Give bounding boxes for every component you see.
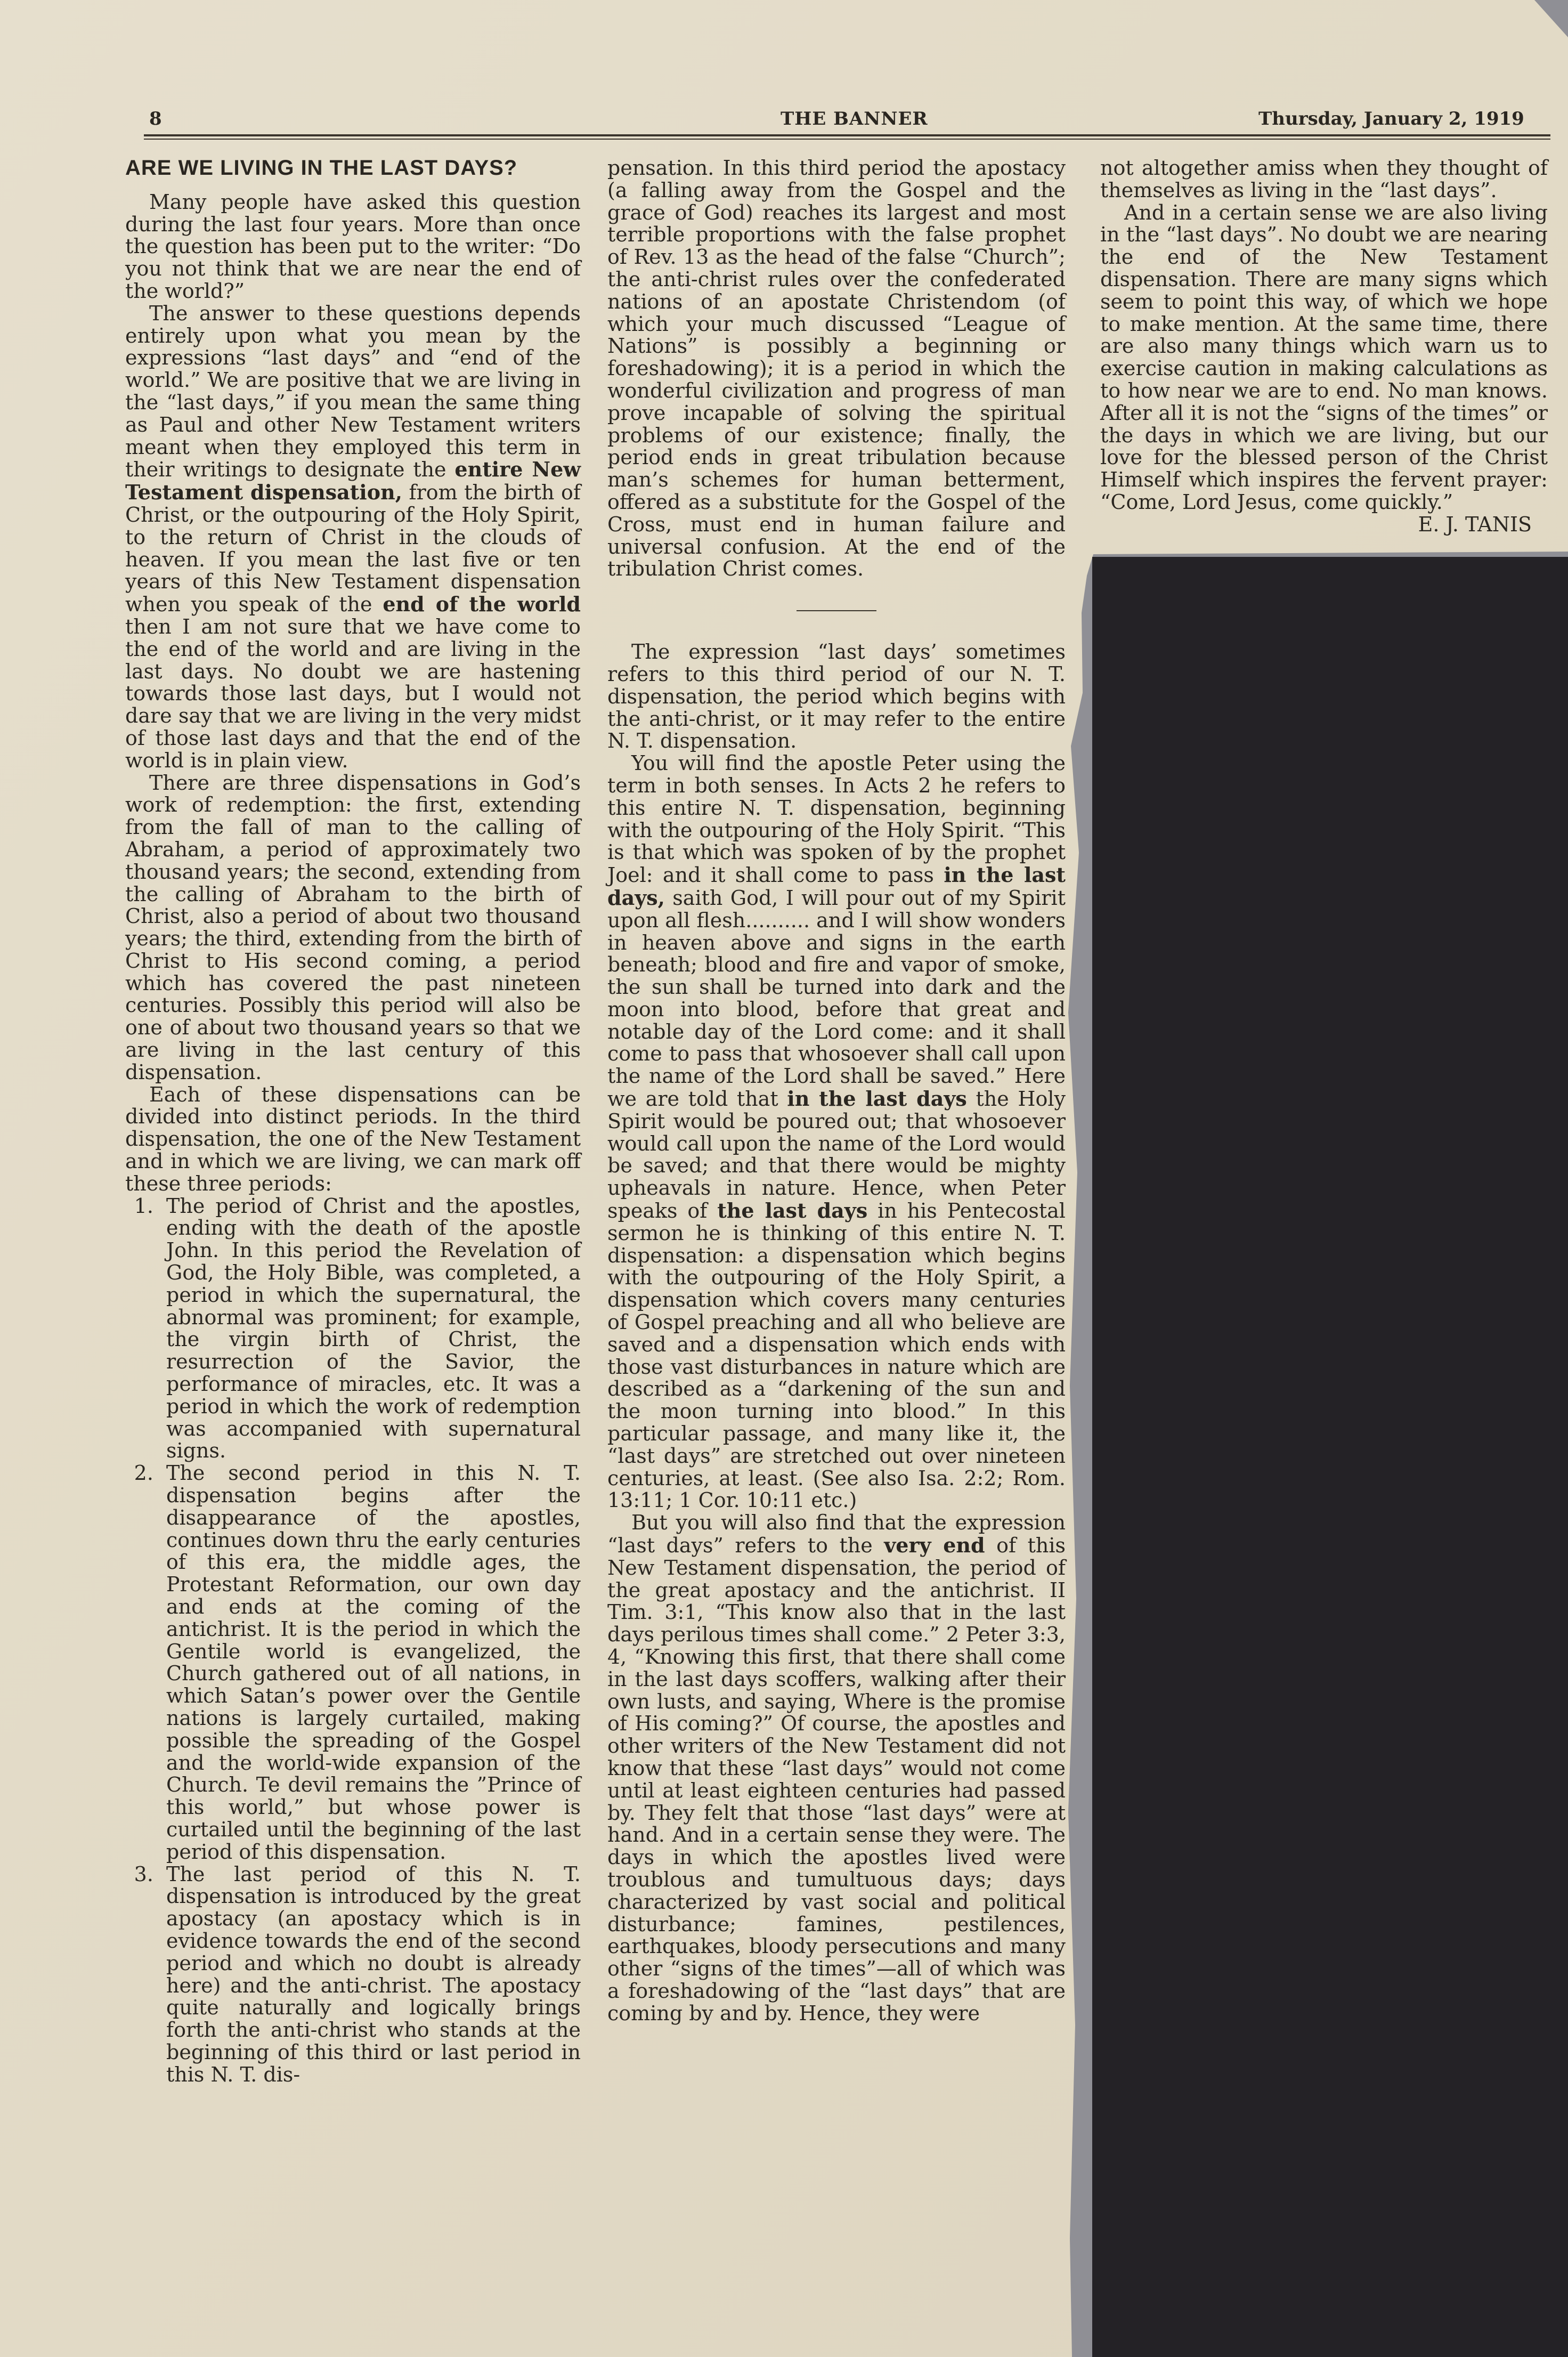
paragraph: But you will also find that the expression “last days” refers to the very end of this New Testament dispensation, the period of the great apostacy and the antichrist. II Tim. 3:1, “This know also that in the last days perilous times shall come.” 2 Peter 3:3, 4, “Knowing this first, that there shall come in the last days scoffers, walking after their own lusts, and saying, Where is the promise of His coming?” Of course, the apostles and other writers of the New Testament did not know that these “last days” would not come until at least eighteen centuries had passed by. They felt that those “last days” were at hand. And in a certain sense they were. The days in which the apostles lived were troublous and tumultuous days; days characterized by vast social and political disturbance; famines, pestilences, earthquakes, bloody persecutions and many other “signs of the times”—all of which was a foreshadowing of the “last days” that are coming by and by. Hence, they were: [607, 1511, 1066, 2025]
column-1: [125, 157, 581, 2086]
column-3: [1100, 157, 1548, 536]
page-number: 8: [149, 108, 162, 129]
paragraph: The answer to these questions depends entirely upon what you mean by the expressions “last days” and “end of the world.” We are positive that we are living in the “last days,” if you mean the same thing as Paul and other New Testament writers meant when they employed this term in their writings to designate the entire New Testament dispensation, from the birth of Christ, or the outpouring of the Holy Spirit, to the return of Christ in the clouds of heaven. If you mean the last five or ten years of this New Testament dispensation when you speak of the end of the world then I am not sure that we have come to the end of the world and are living in the last days. No doubt we are hastening towards those last days, but I would not dare say that we are living in the very midst of those last days and that the end of the world is in plain view.: [125, 301, 581, 772]
header-rule: [144, 134, 1550, 136]
author-signature: E. J. TANIS: [1418, 512, 1532, 536]
periods-list: [125, 1195, 581, 2086]
paragraph: And in a certain sense we are also living in the “last days”. No doubt we are nearing the end of the New Testament dispensation. There are many signs which seem to point this way, of which we hope to make mention. At the same time, there are also many things which warn us to exercise caution in making calculations as to how near we are to end. No man knows. After all it is not the “signs of the times” or the days in which we are living, but our love for the blessed person of the Christ Himself which inspires the fervent prayer: “Come, Lord Jesus, come quickly.”: [1100, 200, 1548, 514]
header-rule-thin: [144, 139, 1550, 140]
paragraph: The expression “last days’ sometimes refers to this third period of our N. T. dispensation, the period which begins with the anti-christ, or it may refer to the entire N. T. dispensation.: [607, 640, 1066, 753]
list-item: 3. The last period of this N. T. dispensation is introduced by the great apostacy (an apostacy which is in evidence towards the end of the second period and which no doubt is already here) and the anti-christ. The apostacy quite naturally and logically brings forth the anti-christ who stands at the beginning of this third or last period in this N. T. dis-: [160, 1864, 581, 2086]
paragraph: There are three dispensations in God’s work of redemption: the first, extending from the fall of man to the calling of Abraham, a period of approximately two thousand years; the second, extending from the calling of Abraham to the birth of Christ, also a period of about two thousand years; the third, extending from the birth of Christ to His second coming, a period which has covered the past nineteen centuries. Possibly this period will also be one of about two thousand years so that we are living in the last century of this dispensation.: [125, 771, 581, 1084]
paragraph: You will find the apostle Peter using the term in both senses. In Acts 2 he refers to this entire N. T. dispensation, beginning with the outpouring of the Holy Spirit. “This is that which was spoken of by the prophet Joel: and it shall come to pass in the last days, saith God, I will pour out of my Spirit upon all flesh.......... and I will show wonders in heaven above and signs in the earth beneath; blood and fire and vapor of smoke, the sun shall be turned into dark and the moon into blood, before that great and notable day of the Lord come: and it shall come to pass that whosoever shall call upon the name of the Lord shall be saved.” Here we are told that in the last days the Holy Spirit would be poured out; that whosoever would call upon the name of the Lord would be saved; and that there would be mighty upheavals in nature. Hence, when Peter speaks of the last days in his Pentecostal sermon he is thinking of this entire N. T. dispensation: a dispensation which begins with the outpouring of the Holy Spirit, a dispensation which covers many centuries of Gospel preaching and all who believe are saved and a dispensation which ends with those vast disturbances in nature which are described as a “darkening of the sun and the moon turning into blood.” In this particular passage, and many like it, the “last days” are stretched out over nineteen centuries, at least. (See also Isa. 2:2; Rom. 13:11; 1 Cor. 10:11 etc.): [607, 751, 1066, 1512]
paragraph: pensation. In this third period the apostacy (a falling away from the Gospel and the grace of God) reaches its largest and most terrible proportions with the false prophet of Rev. 13 as the head of the false “Church”; the anti-christ rules over the confederated nations of an apostate Christendom (of which your much discussed “League of Nations” is possibly a beginning or foreshadowing); it is a period in which the wonderful civilization and progress of man prove incapable of solving the spiritual problems of our existence; finally, the period ends in great tribulation because man’s schemes for human betterment, offered as a substitute for the Gospel of the Cross, must end in human failure and universal confusion. At the end of the tribulation Christ comes.: [607, 156, 1066, 581]
column-2: [607, 157, 1066, 2025]
paragraph: Each of these dispensations can be divided into distinct periods. In the third dispensation, the one of the New Testament and in which we are living, we can mark off these three periods:: [125, 1082, 581, 1195]
article-title: ARE WE LIVING IN THE LAST DAYS?: [125, 156, 518, 180]
publication-name: THE BANNER: [781, 108, 928, 129]
dark-background: [1092, 557, 1568, 2357]
paragraph: Many people have asked this question during the last four years. More than once the question has been put to the writer: “Do you not think that we are near the end of the world?”: [125, 190, 581, 303]
list-item: 1. The period of Christ and the apostles, ending with the death of the apostle John. In this period the Revelation of God, the Holy Bible, was completed, a period in which the supernatural, the abnormal was prominent; for example, the virgin birth of Christ, the resurrection of the Savior, the performance of miracles, etc. It was a period in which the work of redemption was accompanied with supernatural signs.: [160, 1195, 581, 1463]
issue-date: Thursday, January 2, 1919: [1258, 108, 1524, 129]
section-separator: [797, 610, 876, 611]
paragraph: not altogether amiss when they thought of themselves as living in the “last days”.: [1100, 156, 1548, 202]
list-item: 2. The second period in this N. T. dispensation begins after the disappearance of the apostles, continues down thru the early centuries of this era, the middle ages, the Protestant Reformation, our own day and ends at the coming of the antichrist. It is the period in which the Gentile world is evangelized, the Church gathered out of all nations, in which Satan’s power over the Gentile nations is largely curtailed, making possible the spreading of the Gospel and the world-wide expansion of the Church. Te devil remains the ”Prince of this world,” but whose power is curtailed until the beginning of the last period of this dispensation.: [160, 1462, 581, 1863]
